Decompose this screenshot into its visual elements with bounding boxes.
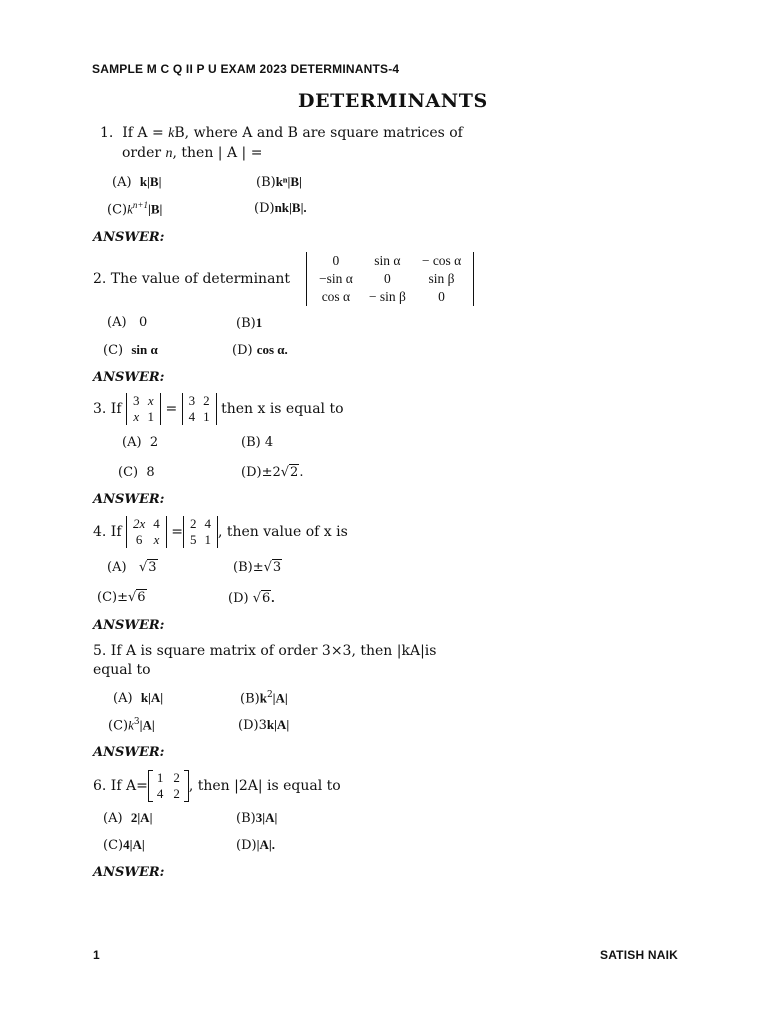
q5-option-c: $(C)k^3|A|$ xyxy=(108,717,155,734)
answer-label-1: ANSWER: xyxy=(93,230,165,245)
question-1-line-1: 1. If A = kB, where A and B are square matrices of xyxy=(100,125,463,141)
q3-determinant-right: 3 2 4 1 xyxy=(182,393,217,425)
page-title: DETERMINANTS xyxy=(298,90,488,112)
q1-option-a: (A) k|B| xyxy=(112,174,162,190)
author-name: SATISH NAIK xyxy=(600,948,678,962)
q2-option-b: (B)1 xyxy=(236,315,263,331)
q6-matrix: 1 2 4 2 xyxy=(148,770,189,802)
q2-option-a: (A) 0 xyxy=(107,315,148,330)
page-number: 1 xyxy=(93,948,100,962)
q1-option-c: $(C)k^{n+1}|B|$ xyxy=(107,200,163,218)
question-2-text: 2. The value of determinant xyxy=(93,271,291,287)
q4-option-a: (A) √3 xyxy=(107,560,157,575)
q4-determinant-left: 2x 4 6 x xyxy=(126,516,167,548)
q5-option-b: $(B)k^2|A|$ xyxy=(240,690,288,707)
answer-label-6: ANSWER: xyxy=(93,865,165,880)
q5-option-d: (D)3k|A| xyxy=(238,717,290,733)
answer-label-2: ANSWER: xyxy=(93,370,165,385)
q3-option-c: (C) 8 xyxy=(118,465,155,480)
question-5-line-1: 5. If A is square matrix of order 3×3, then |kA|is xyxy=(93,643,437,659)
answer-label-5: ANSWER: xyxy=(93,745,165,760)
q3-option-b: (B) 4 xyxy=(241,435,274,450)
q6-option-d: (D)|A|. xyxy=(236,837,275,853)
q5-option-a: (A) k|A| xyxy=(113,690,164,706)
q1-option-b: (B)kⁿ|B| xyxy=(256,174,302,190)
q3-option-a: (A) 2 xyxy=(122,435,159,450)
q3-option-d: (D)±2√2. xyxy=(241,465,304,480)
answer-label-4: ANSWER: xyxy=(93,618,165,633)
question-4: 4. If 2x 4 6 x = 2 4 5 1 , then value of x is xyxy=(93,516,348,547)
q2-option-c: (C) sin α xyxy=(103,342,158,358)
q4-determinant-right: 2 4 5 1 xyxy=(183,516,218,548)
q2-option-d: (D) cos α. xyxy=(232,342,288,358)
question-1-line-2: order n, then | A | = xyxy=(122,145,263,161)
answer-label-3: ANSWER: xyxy=(93,492,165,507)
document-header: SAMPLE M C Q II P U EXAM 2023 DETERMINANTS-4 xyxy=(92,62,400,76)
q6-option-b: (B)3|A| xyxy=(236,810,278,826)
question-6: 6. If A= 1 2 4 2 , then |2A| is equal to xyxy=(93,770,341,801)
q4-option-d: (D) √6. xyxy=(228,590,275,606)
question-3: 3. If 3 x x 1 = 3 2 4 1 then x is equal to xyxy=(93,393,344,424)
q3-determinant-left: 3 x x 1 xyxy=(126,393,161,425)
q6-option-a: (A) 2|A| xyxy=(103,810,153,826)
q1-option-d: (D)nk|B|. xyxy=(254,200,307,216)
q4-option-c: (C)±√6 xyxy=(97,590,146,605)
q2-determinant: 0 sin α − cos α −sin α 0 sin β cos α − sin β 0 xyxy=(306,252,474,306)
q6-option-c: (C)4|A| xyxy=(103,837,145,853)
q4-option-b: (B)±√3 xyxy=(233,560,282,575)
question-5-line-2: equal to xyxy=(93,662,151,678)
